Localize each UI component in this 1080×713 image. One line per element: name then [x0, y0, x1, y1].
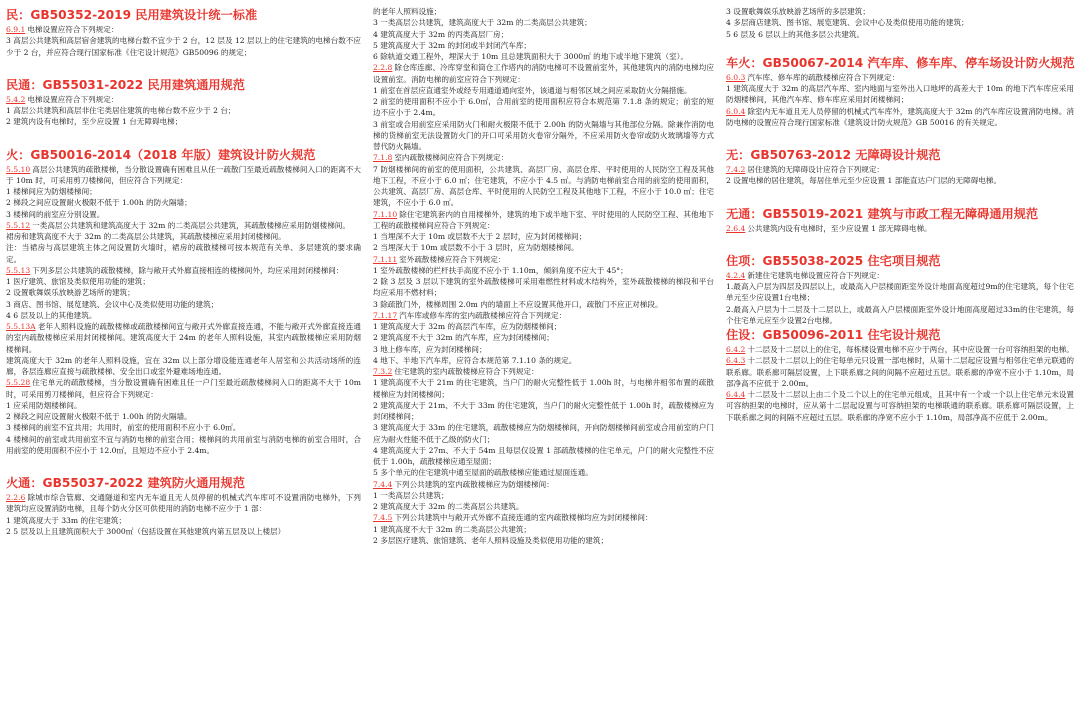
clause-paragraph: [726, 270, 1074, 281]
item-paragraph: [373, 355, 714, 366]
paragraph-text: 除仓库连廊、冷库穿堂和筒仓工作塔内的消防电梯可不设置前室外，其他建筑内的消防电梯均应设置前室。消防电梯的前室应符合下列规定：: [373, 63, 714, 84]
clause-number[interactable]: 2.2.6: [6, 493, 26, 502]
paragraph-text: 1 医疗建筑、旅馆及类似使用功能的建筑；: [6, 277, 150, 286]
item-paragraph: [373, 242, 714, 253]
section-title: 住项：GB55038-2025 住宅项目规范: [726, 253, 941, 268]
paragraph-text: 1 应采用防烟楼梯间。: [6, 400, 82, 410]
item-paragraph: [6, 242, 361, 265]
item-paragraph: [373, 29, 714, 40]
standard-section: [726, 54, 1074, 128]
paragraph-text: 一类高层公共建筑和建筑高度大于 32m 的二类高层公共建筑，其疏散楼梯应采用防烟楼梯间。: [32, 220, 350, 230]
paragraph-text: 十二层及十二层以上的住宅每单元只设置一部电梯时，从第十二层起应设置与相邻住宅单元联通的联系廊。联系廊可隔层设置，上下联系廊之间的间隔不应超过五层。联系廊的净宽不应小于 1.10m，局部净高不应低于 2.00m。: [726, 356, 1074, 388]
clause-paragraph: [726, 355, 1074, 389]
item-paragraph: [373, 6, 714, 17]
clause-number[interactable]: 5.4.2: [6, 94, 26, 104]
item-paragraph: [6, 287, 361, 298]
item-paragraph: [373, 535, 714, 546]
clause-number[interactable]: 6.9.1: [6, 25, 26, 34]
clause-paragraph: [6, 220, 361, 231]
paragraph-text: 住宅建筑的室内疏散楼梯应符合下列规定：: [394, 367, 539, 376]
paragraph-text: 4 多层商店建筑、图书馆、展览建筑、会议中心及类似使用功能的建筑；: [726, 18, 969, 28]
clause-number[interactable]: 5.5.12: [6, 220, 31, 230]
item-paragraph: [6, 422, 361, 433]
paragraph-text: 老年人照料设施的疏散楼梯或疏散楼梯间宜与敞开式外廊直接连通，不能与敞开式外廊直接连通的室内疏散楼梯应采用封闭楼梯间。建筑高度大于 24m 的老年人照料设施，其室内疏散楼梯应采用防烟楼梯间。: [6, 322, 361, 354]
item-paragraph: [373, 445, 714, 468]
paragraph-text: 汽车库或修车库的室内疏散楼梯应符合下列规定：: [399, 310, 567, 320]
item-paragraph: [726, 304, 1074, 327]
clause-paragraph: [6, 321, 361, 355]
paragraph-text: 2 梯段之间应设置耐火极限不低于 1.00h 的防火隔墙。: [6, 412, 192, 421]
clause-number[interactable]: 7.4.4: [373, 479, 393, 489]
item-paragraph: [373, 377, 714, 400]
item-paragraph: [373, 51, 714, 62]
paragraph-text: 1 当埋深不大于 10m 或层数不大于 2 层时，应为封闭楼梯间；: [373, 232, 587, 241]
section-spacer: [726, 40, 1074, 54]
paragraph-text: 十二层及十二层以上由二个及二个以上的住宅单元组成，且其中有一个或一个以上住宅单元未设置可容纳担架的电梯时，应从第十二层起设置与可容纳担架的电梯联通的联系廊。联系廊可隔层设置，上下联系廊之间的间隔不应超过五层。联系廊的净宽不应小于 1.10m，局部净高不应低于 2.00m。: [726, 390, 1074, 422]
section-title: 民：GB50352-2019 民用建筑设计统一标准: [6, 8, 258, 22]
clause-number[interactable]: 7.3.2: [373, 367, 393, 376]
paragraph-text: 十二层及十二层以上的住宅，每栋楼设置电梯不应少于两台，其中应设置一台可容纳担架的电梯。: [747, 345, 1074, 354]
paragraph-text: 的老年人照料设施；: [373, 7, 442, 16]
item-paragraph: [373, 85, 714, 96]
item-paragraph: [373, 40, 714, 51]
paragraph-text: 3 楼梯间的前室应分别设置。: [6, 209, 105, 219]
paragraph-text: 1 建筑高度大于 32m 的高层汽车库，应为防烟楼梯间；: [373, 322, 562, 331]
paragraph-text: 1 一类高层公共建筑；: [373, 490, 449, 500]
standard-section: [726, 6, 1074, 40]
paragraph-text: 2.最高入户层为十二层及十二层以上，或最高入户层楼面距室外设计地面高度超过33m的住宅建筑，每个住宅单元应至少设置2台电梯。: [726, 304, 1074, 325]
paragraph-text: 5 6 层及 6 层以上的其他多层公共建筑。: [726, 29, 865, 39]
item-paragraph: [726, 281, 1074, 304]
paragraph-text: 高层公共建筑的疏散楼梯，当分散设置确有困难且从任一疏散门至最近疏散楼梯间入口的距离不大于 10m 时，可采用剪刀楼梯间，但应符合下列规定：: [6, 164, 361, 185]
clause-paragraph: [373, 366, 714, 377]
paragraph-text: 2 设置歌舞娱乐放映游艺场所的建筑；: [6, 288, 135, 298]
paragraph-text: 3 建筑高度大于 33m 的住宅建筑，疏散楼梯应为防烟楼梯间，开向防烟楼梯间前室或合用前室的户门应为耐火性能不低于乙级的防火门；: [373, 423, 714, 444]
paragraph-text: 3 地上修车库，应为封闭楼梯间；: [373, 344, 487, 354]
clause-number[interactable]: 7.1.8: [373, 153, 393, 163]
clause-number[interactable]: 5.5.13: [6, 265, 31, 275]
item-paragraph: [373, 17, 714, 28]
clause-paragraph: [6, 492, 361, 515]
paragraph-text: 3 高层公共建筑和高层宿舍建筑的电梯台数不宜少于 2 台，12 层及 12 层以上的住宅建筑的电梯台数不应少于 2 台，并应符合现行国家标准《住宅设计规范》GB50096 的规定；: [6, 36, 361, 57]
section-spacer: [726, 128, 1074, 146]
standard-section: [6, 6, 361, 58]
item-paragraph: [6, 400, 361, 411]
item-paragraph: [726, 175, 1074, 186]
section-title: 住设：GB50096-2011 住宅设计规范: [726, 328, 941, 342]
clause-paragraph: [6, 265, 361, 276]
clause-paragraph: [373, 209, 714, 232]
clause-number[interactable]: 2.2.8: [373, 63, 393, 73]
clause-paragraph: [726, 164, 1074, 175]
standard-section: [726, 326, 1074, 423]
clause-paragraph: [726, 223, 1074, 234]
paragraph-text: 4 楼梯间的前室或共用前室不宜与消防电梯的前室合用；楼梯间的共用前室与消防电梯的前室合用时，合用前室的使用面积不应小于 12.0㎡，且短边不应小于 2.4m。: [6, 434, 361, 455]
paragraph-text: 建筑高度大于 32m 的老年人照料设施，宜在 32m 以上部分增设能连通老年人居室和公共活动场所的连廊，各层连廊应直接与疏散楼梯、安全出口或室外避难场地连通。: [6, 355, 361, 376]
clause-number[interactable]: 6.4.4: [726, 390, 746, 399]
item-paragraph: [6, 515, 361, 526]
item-paragraph: [6, 35, 361, 58]
paragraph-text: 1 前室在首层应直通室外或经专用通道通向室外，该通道与相邻区域之间应采取防火分隔措施。: [373, 85, 692, 95]
clause-paragraph: [373, 512, 714, 523]
paragraph-text: 下列公共建筑的室内疏散楼梯应为防烟楼梯间：: [394, 479, 554, 489]
clause-number[interactable]: 7.4.2: [726, 165, 746, 174]
item-paragraph: [373, 119, 714, 153]
paragraph-text: 7 防烟楼梯间的前室的使用面积，公共建筑、高层厂房、高层仓库、平时使用的人民防空工程及其他地下工程，不应小于 6.0 ㎡；住宅建筑，不应小于 4.5 ㎡。与消防电梯前室合用的前室的使用面积，公共建筑、高层厂房、高层仓库、平时使用的人民防空工程及其他地下工程，不应小于 10.0 ㎡；住宅建筑，不应小于 6.0 ㎡。: [373, 164, 714, 208]
item-paragraph: [6, 276, 361, 287]
paragraph-text: 1 建筑高度大于 33m 的住宅建筑；: [6, 515, 127, 525]
paragraph-text: 裙房和建筑高度不大于 32m 的二类高层公共建筑，其疏散楼梯应采用封闭楼梯间。: [6, 232, 286, 241]
paragraph-text: 室外疏散楼梯应符合下列规定：: [399, 254, 506, 264]
clause-paragraph: [726, 389, 1074, 423]
paragraph-text: 除住宅建筑套内的自用楼梯外，建筑的地下或半地下室、平时使用的人民防空工程、其他地下工程的疏散楼梯间应符合下列规定：: [373, 209, 714, 230]
clause-paragraph: [6, 94, 361, 105]
section-title: 无通：GB55019-2021 建筑与市政工程无障碍通用规范: [726, 206, 1039, 221]
paragraph-text: 4 6 层及以上的其他建筑。: [6, 310, 97, 320]
paragraph-text: 1 楼梯间应为防烟楼梯间；: [6, 187, 97, 196]
paragraph-text: 2 除 3 层及 3 层以下建筑的室外疏散楼梯可采用难燃性材料或木结构外，室外疏散楼梯的梯段和平台均应采用不燃材料；: [373, 277, 714, 298]
standard-section: [373, 6, 714, 546]
standard-section: [726, 146, 1074, 187]
item-paragraph: [6, 209, 361, 220]
item-paragraph: [6, 116, 361, 127]
clause-paragraph: [726, 344, 1074, 355]
section-spacer: [726, 187, 1074, 205]
paragraph-text: 2 建筑高度不大于 32m 的汽车库，应为封闭楼梯间；: [373, 333, 554, 343]
section-title: 火：GB50016-2014（2018 年版）建筑设计防火规范: [6, 147, 316, 162]
paragraph-text: 2 前室的使用面积不应小于 6.0㎡，合用前室的使用面积应符合本规范第 7.1.8 条的规定；前室的短边不应小于 2.4m。: [373, 97, 714, 118]
paragraph-text: 1 室外疏散楼梯的栏杆扶手高度不应小于 1.10m，倾斜角度不应大于 45°；: [373, 265, 628, 275]
paragraph-text: 3 楼梯间的前室不宜共用；共用时，前室的使用面积不应小于 6.0㎡。: [6, 423, 241, 433]
paragraph-text: 4 地下、半地下汽车库，应符合本规范第 7.1.10 条的规定。: [373, 355, 577, 365]
paragraph-text: 汽车库、修车库的疏散楼梯应符合下列规定：: [747, 72, 900, 82]
paragraph-text: 除室内无车道且无人员停留的机械式汽车库外，建筑高度大于 32m 的汽车库应设置消防电梯。消防电梯的设置应符合现行国家标准《建筑设计防火规范》GB 50016 的有关规定。: [726, 106, 1074, 127]
section-title: 民通：GB55031-2022 民用建筑通用规范: [6, 77, 245, 92]
paragraph-text: 2 建筑内设有电梯时，至少应设置 1 台无障碍电梯；: [6, 117, 183, 127]
item-paragraph: [373, 400, 714, 423]
item-paragraph: [726, 17, 1074, 28]
clause-paragraph: [726, 106, 1074, 129]
section-title: 无：GB50763-2012 无障碍设计规范: [726, 148, 941, 162]
paragraph-text: 2 建筑高度大于 32m 的二类高层公共建筑。: [373, 502, 524, 511]
clause-paragraph: [373, 152, 714, 163]
item-paragraph: [6, 105, 361, 116]
clause-paragraph: [6, 24, 361, 35]
item-paragraph: [373, 422, 714, 445]
clause-paragraph: [373, 479, 714, 490]
paragraph-text: 下列公共建筑中与敞开式外廊不直接连通的室内疏散楼梯均应为封闭楼梯间：: [394, 513, 653, 523]
clause-number[interactable]: 4.2.4: [726, 270, 746, 280]
paragraph-text: 2 5 层及以上且建筑面积大于 3000㎡（包括设置在其他建筑内第五层及以上楼层）: [6, 526, 286, 536]
column-middle: [373, 6, 714, 546]
paragraph-text: 注：当裙房与高层建筑主体之间设置防火墙时，裙房的疏散楼梯可按本规范有关单、多层建筑的要求确定。: [6, 243, 361, 264]
clause-number[interactable]: 7.1.10: [373, 209, 398, 219]
column-left: [6, 6, 361, 537]
paragraph-text: 1 建筑高度不大于 21m 的住宅建筑，当户门的耐火完整性低于 1.00h 时，与电梯井相邻布置的疏散楼梯应为封闭楼梯间；: [373, 378, 714, 399]
clause-number[interactable]: 6.4.2: [726, 345, 746, 354]
item-paragraph: [373, 299, 714, 310]
section-spacer: [6, 456, 361, 474]
paragraph-text: 新建住宅建筑电梯设置应符合下列规定：: [747, 270, 885, 280]
column-right: [726, 6, 1074, 423]
clause-number[interactable]: 5.5.28: [6, 378, 31, 388]
paragraph-text: 1 建筑高度不大于 32m 的二类高层公共建筑；: [373, 524, 532, 534]
paragraph-text: 4 建筑高度大于 32m 的丙类高层厂房；: [373, 29, 509, 39]
clause-number[interactable]: 5.5.10: [6, 164, 31, 174]
standard-section: [6, 474, 361, 537]
clause-paragraph: [726, 72, 1074, 83]
clause-number[interactable]: 7.1.17: [373, 310, 398, 320]
standard-section: [726, 205, 1074, 234]
paragraph-text: 3 一类高层公共建筑，建筑高度大于 32m 的二类高层公共建筑；: [373, 18, 592, 28]
paragraph-text: 3 除疏散门外，楼梯周围 2.0m 内的墙面上不应设置其他开口，疏散门不应正对梯段。: [373, 299, 663, 309]
clause-paragraph: [373, 254, 714, 265]
item-paragraph: [373, 276, 714, 299]
item-paragraph: [6, 355, 361, 378]
paragraph-text: 下列多层公共建筑的疏散楼梯，除与敞开式外廊直接相连的楼梯间外，均应采用封闭楼梯间：: [32, 265, 344, 275]
clause-number[interactable]: 5.5.13A: [6, 322, 36, 331]
paragraph-text: 公共建筑内设有电梯时，至少应设置 1 部无障碍电梯。: [747, 223, 932, 233]
paragraph-text: 2 当埋深大于 10m 或层数不小于 3 层时，应为防烟楼梯间。: [373, 243, 579, 253]
paragraph-text: 1 建筑高度大于 32m 的高层汽车库、室内地面与室外出入口地坪的高差大于 10m 的地下汽车库应采用防烟楼梯间，其他汽车库、修车库应采用封闭楼梯间；: [726, 84, 1074, 105]
clause-number[interactable]: 7.1.11: [373, 254, 398, 264]
paragraph-text: 2 设置电梯的居住建筑，每居住单元至少应设置 1 部能直达户门层的无障碍电梯。: [726, 176, 1002, 186]
paragraph-text: 电梯设置应符合下列规定：: [27, 94, 119, 104]
paragraph-text: 4 建筑高度大于 27m、不大于 54m 且每层仅设置 1 部疏散楼梯的住宅单元，户门的耐火完整性不应低于 1.00h，疏散楼梯应通至屋面；: [373, 445, 714, 466]
section-spacer: [6, 58, 361, 76]
item-paragraph: [6, 310, 361, 321]
item-paragraph: [373, 332, 714, 343]
paragraph-text: 2 多层医疗建筑、旅馆建筑、老年人照料设施及类似使用功能的建筑；: [373, 535, 609, 545]
paragraph-text: 2 建筑高度大于 21m、不大于 33m 的住宅建筑，当户门的耐火完整性低于 1.00h 时，疏散楼梯应为封闭楼梯间；: [373, 400, 714, 421]
paragraph-text: 6 除轨道交通工程外，埋深大于 10m 且总建筑面积大于 3000㎡ 的地下或半地下建筑（室）。: [373, 52, 689, 61]
clause-number[interactable]: 6.0.3: [726, 72, 746, 82]
item-paragraph: [6, 231, 361, 242]
paragraph-text: 5 建筑高度大于 32m 的封闭或半封闭汽车库；: [373, 40, 532, 50]
clause-paragraph: [373, 310, 714, 321]
item-paragraph: [6, 526, 361, 537]
section-spacer: [726, 234, 1074, 252]
paragraph-text: 3 前室或合用前室应采用防火门和耐火极限不低于 2.00h 的防火隔墙与其他部位分隔。除兼作消防电梯的货梯前室无法设置防火门的开口可采用防火卷帘分隔外，不应采用防火卷帘或防火玻璃墙等方式替代防火隔墙。: [373, 119, 714, 151]
standard-section: [6, 146, 361, 457]
item-paragraph: [6, 197, 361, 208]
item-paragraph: [373, 501, 714, 512]
paragraph-text: 2 梯段之间应设置耐火极限不低于 1.00h 的防火隔墙；: [6, 198, 192, 208]
paragraph-text: 3 设置歌舞娱乐放映游艺场所的多层建筑；: [726, 7, 870, 16]
paragraph-text: 1 高层公共建筑和高层非住宅类居住建筑的电梯台数不应少于 2 台；: [6, 106, 236, 115]
paragraph-text: 1.最高入户层为四层及四层以上，或最高入户层楼面距室外设计地面高度超过9m的住宅建筑，每个住宅单元至少应设置1台电梯；: [726, 282, 1074, 303]
paragraph-text: 3 商店、图书馆、展览建筑、会议中心及类似使用功能的建筑；: [6, 299, 219, 309]
section-title: 火通：GB55037-2022 建筑防火通用规范: [6, 476, 245, 490]
clause-number[interactable]: 6.0.4: [726, 106, 746, 116]
item-paragraph: [373, 164, 714, 209]
item-paragraph: [6, 186, 361, 197]
item-paragraph: [373, 96, 714, 119]
section-spacer: [6, 128, 361, 146]
standard-section: [6, 76, 361, 128]
paragraph-text: 5 多个单元的住宅建筑中通至屋面的疏散楼梯应能通过屋面连通。: [373, 468, 593, 478]
clause-paragraph: [6, 164, 361, 187]
paragraph-text: 居住建筑的无障碍设计应符合下列规定：: [747, 165, 885, 174]
item-paragraph: [373, 524, 714, 535]
item-paragraph: [6, 434, 361, 457]
item-paragraph: [373, 321, 714, 332]
clause-number[interactable]: 6.4.3: [726, 356, 746, 366]
item-paragraph: [726, 29, 1074, 40]
item-paragraph: [373, 467, 714, 478]
clause-number[interactable]: 7.4.5: [373, 513, 393, 523]
paragraph-text: 除城市综合管廊、交通隧道和室内无车道且无人员停留的机械式汽车库可不设置消防电梯外，下列建筑均应设置消防电梯，且每个防火分区可供使用的消防电梯不应少于 1 部：: [6, 493, 361, 514]
item-paragraph: [6, 299, 361, 310]
paragraph-text: 住宅单元的疏散楼梯，当分散设置确有困难且任一户门至最近疏散楼梯间入口的距离不大于 10m 时，可采用剪刀楼梯间，但应符合下列规定：: [6, 378, 361, 399]
item-paragraph: [6, 411, 361, 422]
clause-paragraph: [6, 377, 361, 400]
standard-section: [726, 252, 1074, 326]
clause-number[interactable]: 2.6.4: [726, 223, 746, 233]
section-title: 车火：GB50067-2014 汽车库、修车库、停车场设计防火规范: [726, 55, 1075, 70]
paragraph-text: 室内疏散楼梯间应符合下列规定：: [394, 153, 509, 163]
item-paragraph: [373, 490, 714, 501]
paragraph-text: 电梯设置应符合下列规定：: [27, 25, 119, 34]
item-paragraph: [373, 265, 714, 276]
item-paragraph: [373, 231, 714, 242]
clause-paragraph: [373, 62, 714, 85]
item-paragraph: [726, 6, 1074, 17]
item-paragraph: [726, 83, 1074, 106]
item-paragraph: [373, 344, 714, 355]
